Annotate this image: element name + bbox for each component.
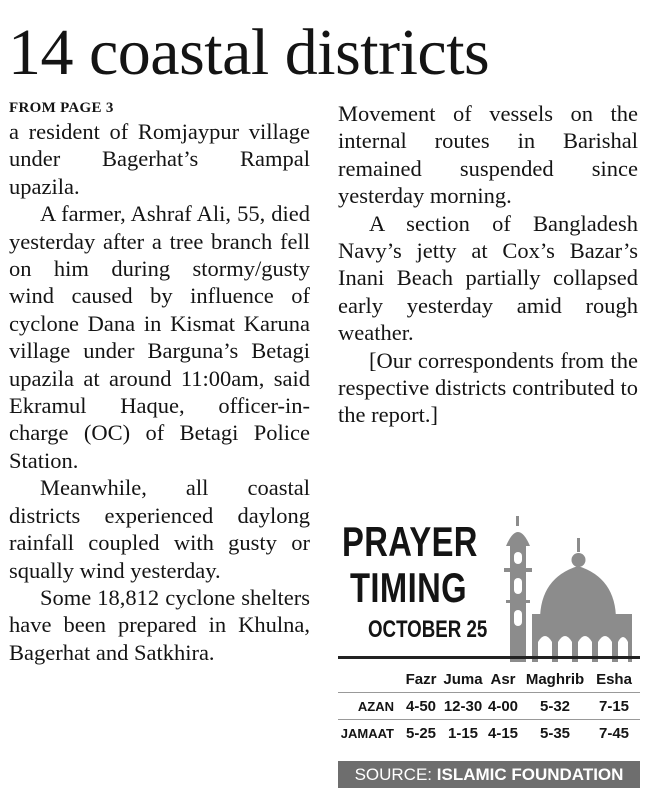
paragraph: Movement of vessels on the internal routes in Barishal remained suspended since yesterday morning. — [338, 101, 638, 209]
paragraph: Some 18,812 cyclone shelters have been prepared in Khulna, Bagerhat and Satkhira. — [9, 584, 310, 665]
paragraph: a resident of Romjaypur village under Bagerhat’s Rampal upazila. — [9, 119, 310, 199]
table-cell: 1-15 — [442, 720, 484, 747]
column-header-esha: Esha — [596, 670, 632, 688]
table-cell: 5-35 — [522, 720, 588, 747]
prayer-times-table — [338, 666, 640, 746]
source-bar — [338, 761, 640, 788]
prayer-date: OCTOBER 25 — [368, 616, 488, 643]
table-cell: 7-45 — [588, 720, 640, 747]
table-row — [338, 720, 640, 747]
table-cell: 5-32 — [522, 693, 588, 720]
prayer-title-line2: TIMING — [350, 564, 467, 611]
headline: 14 coastal districts — [8, 16, 490, 89]
column-header-fazr: Fazr — [405, 670, 437, 688]
table-cell: 4-15 — [484, 720, 522, 747]
paragraph: [Our correspondents from the respective districts contributed to the report.] — [338, 347, 638, 428]
table-cell: 12-30 — [442, 693, 484, 720]
prayer-timing-box — [338, 510, 640, 794]
article-column-left — [9, 98, 310, 666]
mosque-icon — [492, 516, 642, 662]
table-row — [338, 693, 640, 720]
prayer-divider — [338, 656, 640, 659]
column-header-juma: Juma — [443, 670, 483, 688]
paragraph: A section of Bangladesh Navy’s jetty at Cox’s Bazar’s Inani Beach partially collapsed early yesterday amid rough weather. — [338, 210, 638, 346]
paragraph: Meanwhile, all coastal districts experienced daylong rainfall coupled with gusty or squally wind yesterday. — [9, 475, 310, 583]
table-corner — [338, 666, 400, 693]
prayer-title-line1: PRAYER — [342, 518, 478, 565]
column-header-asr: Asr — [490, 670, 516, 688]
source-prefix: SOURCE: — [354, 765, 433, 784]
column-header-maghrib: Maghrib — [525, 670, 585, 688]
table-cell: 4-00 — [484, 693, 522, 720]
table-cell: 7-15 — [588, 693, 640, 720]
article-column-right — [338, 100, 638, 429]
source-name: ISLAMIC FOUNDATION — [436, 765, 624, 784]
row-label-jamaat: JAMAAT — [338, 720, 400, 747]
paragraph: A farmer, Ashraf Ali, 55, died yesterday after a tree branch fell on him during stormy/gusty wind caused by influence of cyclone Dana in Kismat Karuna village under Barguna’s Betagi upazila at around 11:00am, said Ekramul Haque, officer-in-charge (OC) of Betagi Police Station. — [9, 201, 310, 473]
table-cell: 5-25 — [400, 720, 442, 747]
row-label-azan: AZAN — [338, 693, 400, 720]
jump-line: FROM PAGE 3 — [9, 100, 114, 116]
table-header-row — [338, 666, 640, 693]
table-cell: 4-50 — [400, 693, 442, 720]
